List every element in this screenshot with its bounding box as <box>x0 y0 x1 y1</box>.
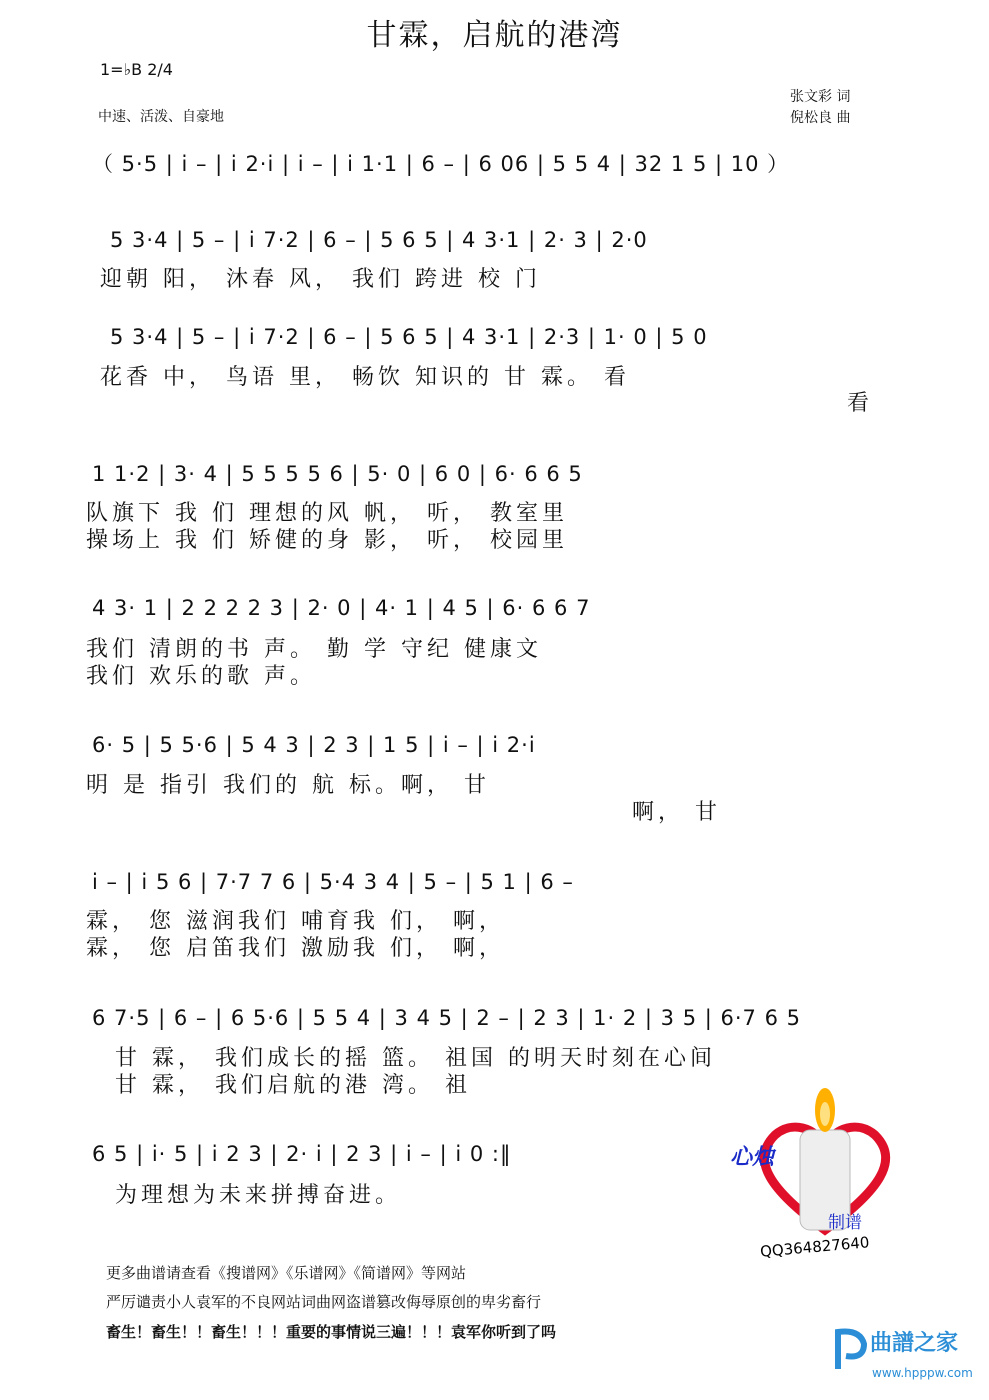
notation-row: 4 3· 1 | 2 2 2 2 3 | 2· 0 | 4· 1 | 4 5 | 6· 6 6 7 <box>92 596 591 620</box>
lyric-line: 甘 霖， 我们启航的港 湾。 祖 <box>115 1073 471 1098</box>
stamp-qq: QQ364827640 <box>759 1233 871 1261</box>
key-signature: 1=♭B 2/4 <box>100 60 173 79</box>
notation-row: i – | i 5 6 | 7·7 7 6 | 5·4 3 4 | 5 – | 5 1 | 6 – <box>92 870 574 894</box>
lyric-line: 迎朝 阳， 沐春 风， 我们 跨进 校 门 <box>100 267 541 292</box>
notation-row: 6 7·5 | 6 – | 6 5·6 | 5 5 4 | 3 4 5 | 2 – | 2 3 | 1· 2 | 3 5 | 6·7 6 5 <box>92 1006 801 1030</box>
stamp-name: 心烛 <box>730 1145 775 1170</box>
footer-line: 更多曲谱请查看《搜谱网》《乐谱网》《简谱网》等网站 <box>106 1264 467 1282</box>
footer-line: 严厉谴责小人袁军的不良网站词曲网盗谱篡改侮辱原创的卑劣畜行 <box>106 1293 542 1311</box>
lyric-line: 霖， 您 启笛我们 激励我 们， 啊， <box>86 936 505 961</box>
site-logo-url: www.hpppw.com <box>872 1366 973 1380</box>
notation-row: 1 1·2 | 3· 4 | 5 5 5 5 6 | 5· 0 | 6 0 | 6· 6 6 5 <box>92 462 583 486</box>
lyric-line: 花香 中， 鸟语 里， 畅饮 知识的 甘 霖。 看 <box>100 365 630 390</box>
notation-row: 6 5 | i· 5 | i 2 3 | 2· i | 2 3 | i – | i 0 :‖ <box>92 1142 512 1166</box>
lyricist-credit: 张文彩 词 <box>790 89 851 105</box>
composer-credit: 倪松良 曲 <box>790 110 851 126</box>
lyric-line: 为理想为未来拼搏奋进。 <box>115 1183 402 1208</box>
lyric-line: 甘 霖， 我们成长的摇 篮。 祖国 的明天时刻在心间 <box>115 1046 716 1071</box>
lyric-line: 我们 欢乐的歌 声。 <box>86 664 316 689</box>
stamp-made: 制谱 <box>828 1213 862 1233</box>
lyric-line: 操场上 我 们 矫健的身 影， 听， 校园里 <box>86 528 568 553</box>
notation-row: 5 3·4 | 5 – | i 7·2 | 6 – | 5 6 5 | 4 3·1 | 2· 3 | 2·0 <box>110 228 648 252</box>
lyric-line: 看 <box>847 391 874 416</box>
notation-row: （ 5·5 | i – | i 2·i | i – | i 1·1 | 6 – | 6 06 | 5 5 4 | 32 1 5 | 10 ） <box>92 152 790 176</box>
notation-row: 6· 5 | 5 5·6 | 5 4 3 | 2 3 | 1 5 | i – | i 2·i <box>92 733 536 757</box>
lyric-line: 队旗下 我 们 理想的风 帆， 听， 教室里 <box>86 501 568 526</box>
notation-row: 5 3·4 | 5 – | i 7·2 | 6 – | 5 6 5 | 4 3·1 | 2·3 | 1· 0 | 5 0 <box>110 325 708 349</box>
footer-line: 畜生！畜生！！畜生！！！重要的事情说三遍！！！袁军你听到了吗 <box>106 1323 557 1341</box>
candle-heart-logo <box>730 1080 920 1260</box>
lyric-line: 我们 清朗的书 声。 勤 学 守纪 健康文 <box>86 637 542 662</box>
page-title: 甘霖，启航的港湾 <box>366 18 623 53</box>
site-logo-icon <box>830 1324 870 1374</box>
site-logo-name: 曲譜之家 <box>870 1331 959 1356</box>
lyric-line: 霖， 您 滋润我们 哺育我 们， 啊， <box>86 909 505 934</box>
tempo-marking: 中速、活泼、自豪地 <box>98 109 224 125</box>
site-logo <box>830 1320 980 1390</box>
lyric-line: 明 是 指引 我们的 航 标。啊， 甘 <box>86 773 490 798</box>
lyric-line: 啊， 甘 <box>632 800 721 825</box>
